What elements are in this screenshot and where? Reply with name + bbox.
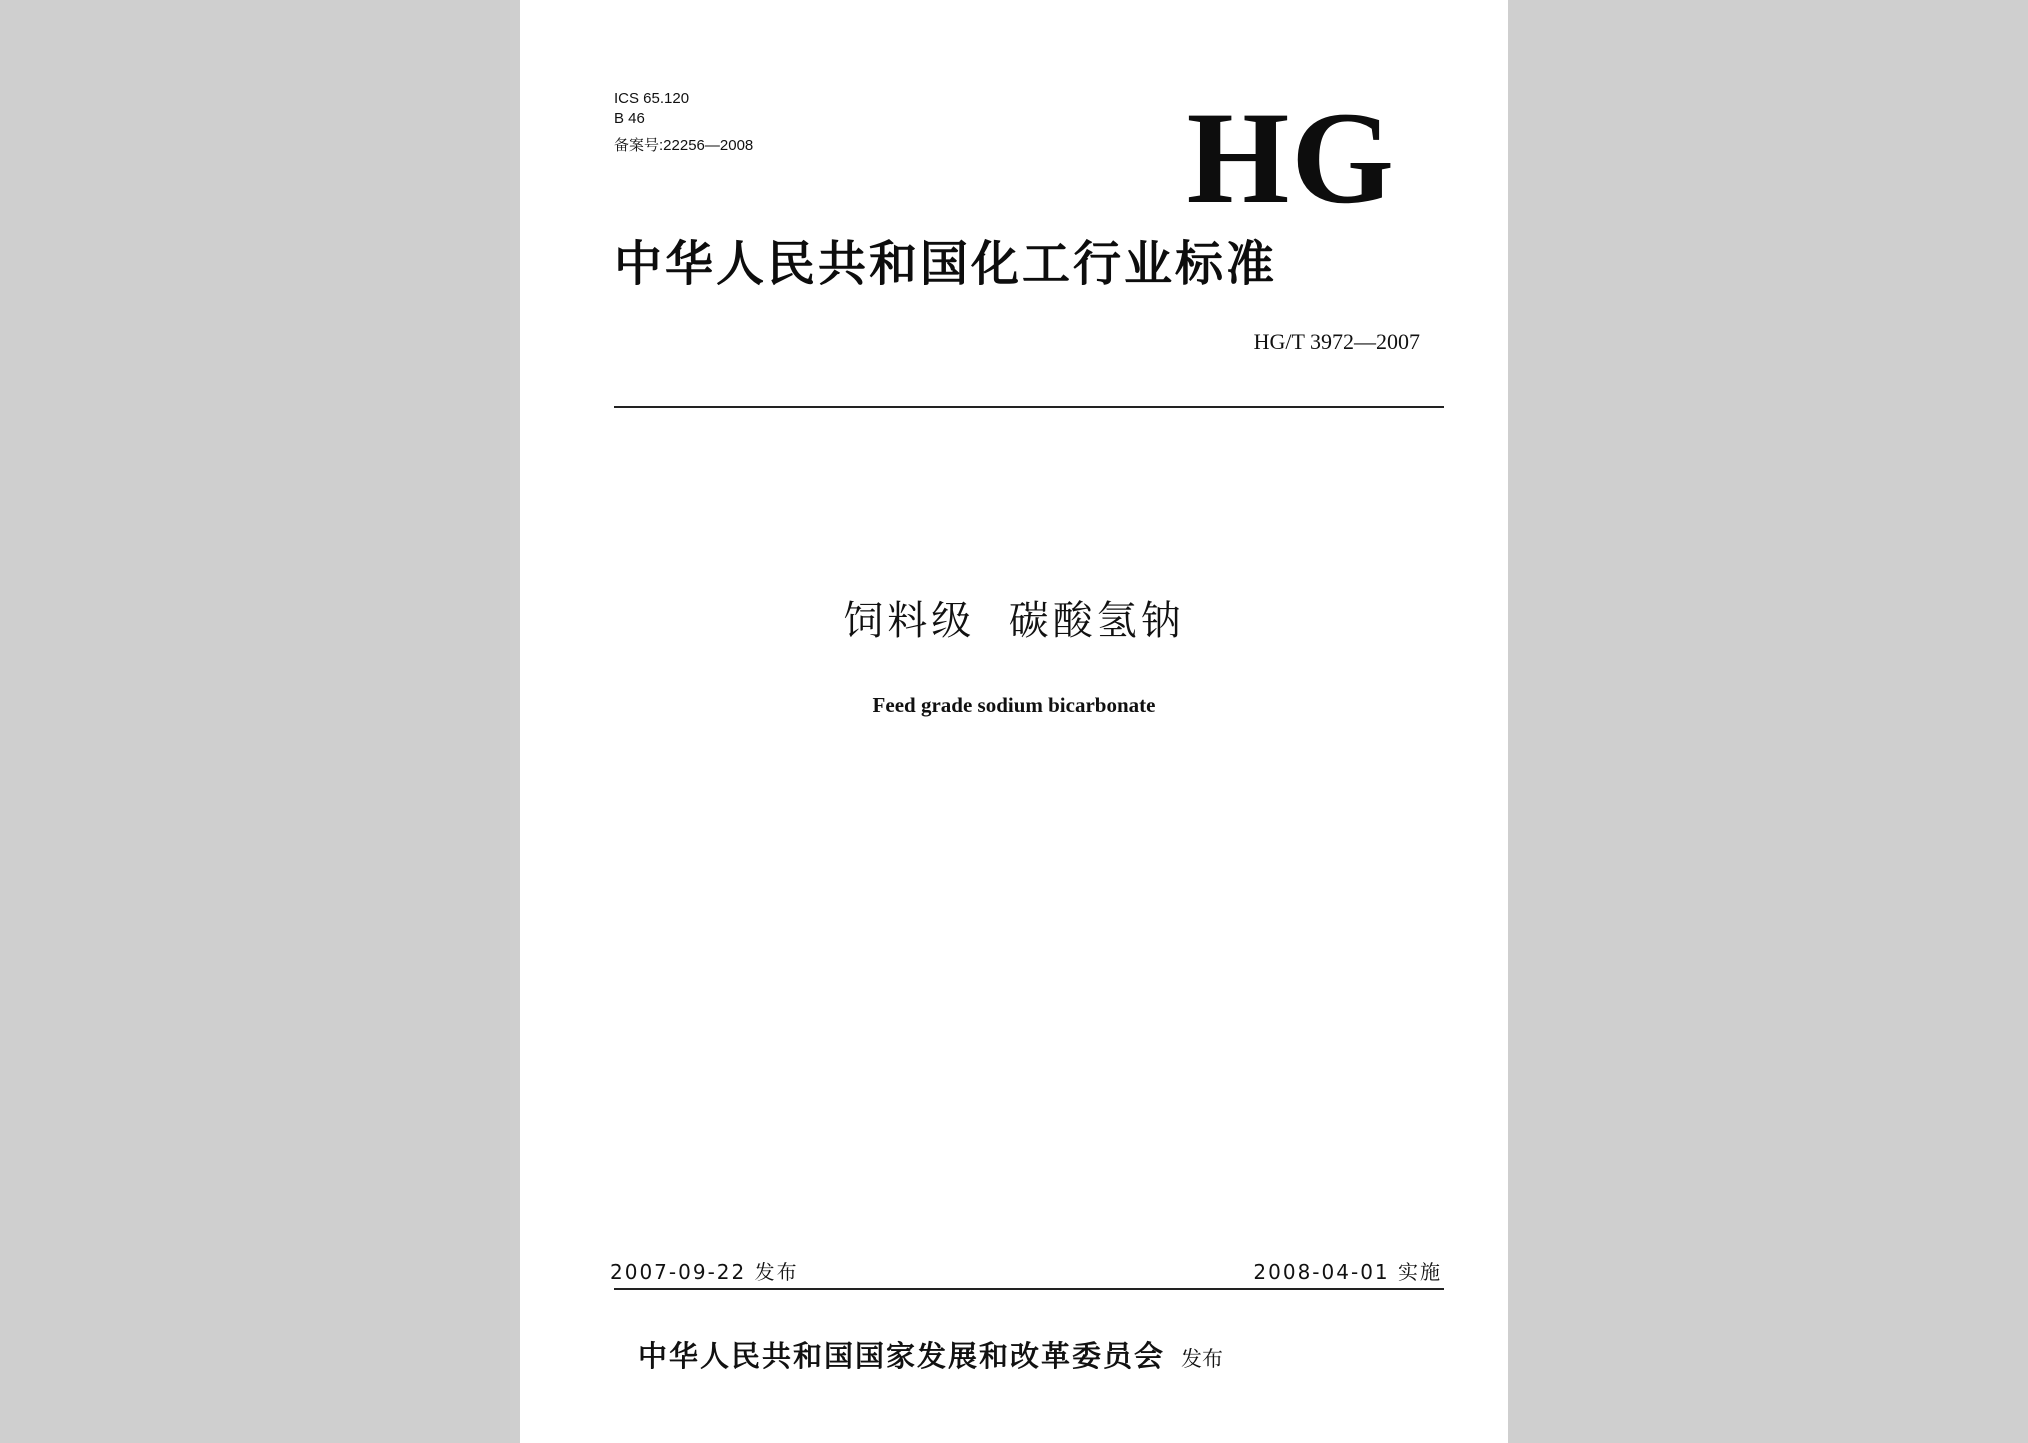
issue-date: 2007-09-22 发布	[610, 1260, 799, 1284]
document-page	[520, 0, 1508, 1443]
footer-divider	[614, 1288, 1444, 1290]
publisher-suffix: 发布	[1181, 1347, 1224, 1371]
publisher-name: 中华人民共和国国家发展和改革委员会	[638, 1339, 1166, 1373]
standard-org-title: 中华人民共和国化工行业标准	[614, 236, 1278, 292]
standard-number: HG/T 3972—2007	[1253, 329, 1420, 354]
header-divider	[614, 406, 1444, 408]
ics-code: ICS 65.120	[614, 90, 690, 107]
implementation-date: 2008-04-01 实施	[1253, 1260, 1442, 1284]
hg-logo: HG	[1186, 84, 1396, 231]
filing-number: 备案号:22256—2008	[614, 137, 754, 154]
document-title-english: Feed grade sodium bicarbonate	[872, 693, 1156, 717]
document-title-chinese: 饲料级 碳酸氢钠	[843, 598, 1185, 644]
ccs-code: B 46	[614, 110, 645, 127]
publisher-line	[638, 1337, 1223, 1378]
